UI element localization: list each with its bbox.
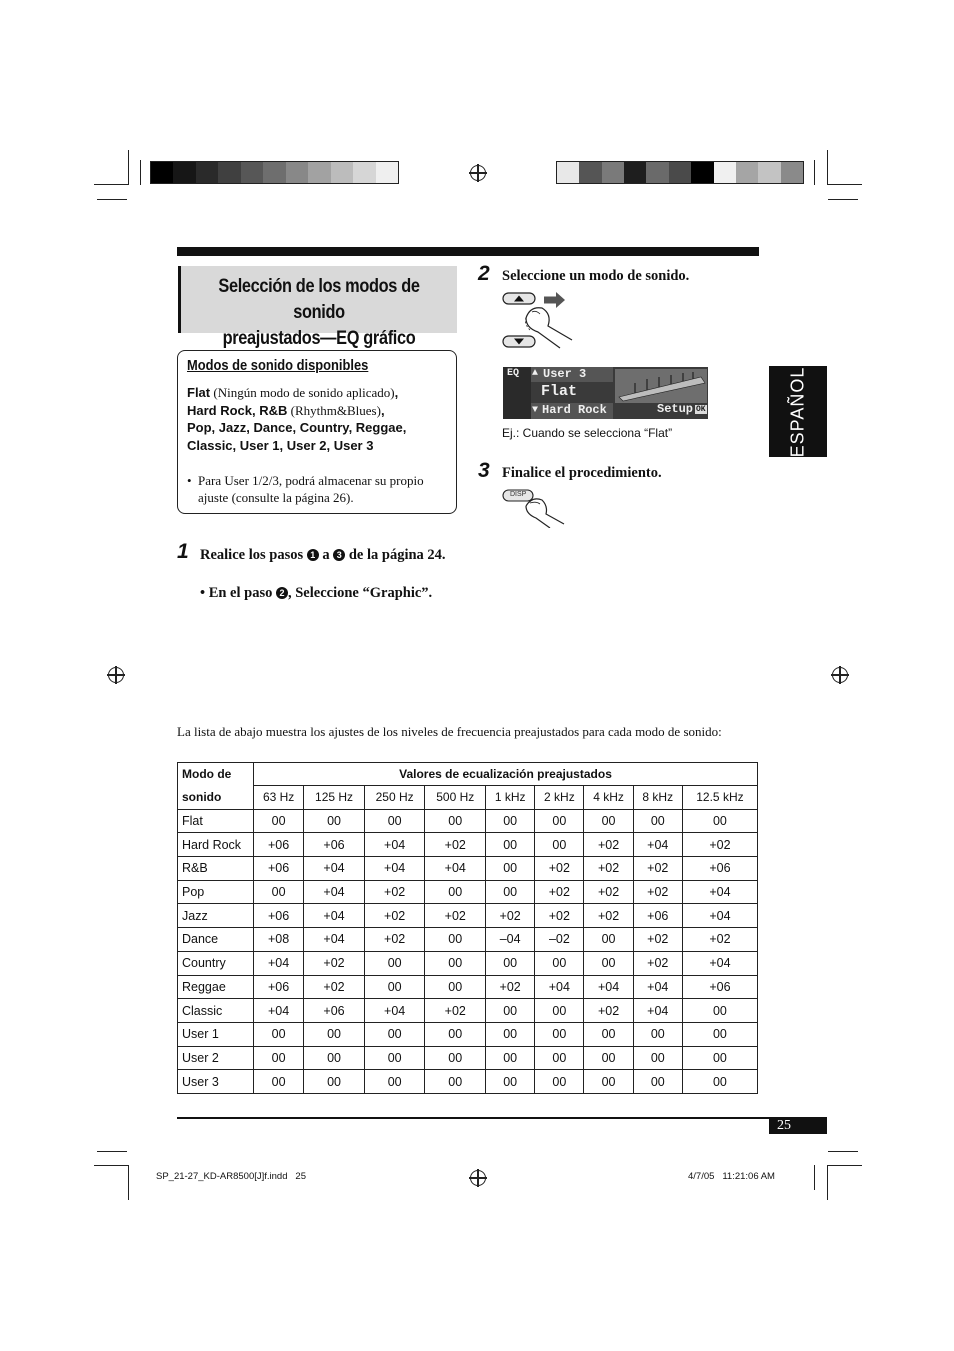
row-mode: Pop — [178, 880, 254, 904]
color-swatch — [353, 162, 375, 183]
registration-mark-icon — [108, 667, 124, 683]
eq-value-cell: 00 — [633, 1022, 682, 1046]
color-swatch — [714, 162, 736, 183]
display-setup: Setup — [657, 402, 694, 416]
page-number: 25 — [769, 1117, 827, 1134]
eq-value-cell: 00 — [535, 1046, 584, 1070]
eq-value-cell: 00 — [364, 951, 425, 975]
registration-mark-icon — [470, 1170, 486, 1186]
header-values: Valores de ecualización preajustados — [254, 763, 758, 786]
display-ok: OK — [696, 405, 706, 414]
eq-value-cell: 00 — [364, 1070, 425, 1094]
header-rule — [177, 247, 759, 256]
eq-value-cell: +04 — [364, 857, 425, 881]
language-tab — [769, 366, 827, 457]
eq-value-cell: 00 — [425, 928, 486, 952]
color-bar-left — [150, 161, 399, 184]
table-row — [178, 1070, 758, 1094]
freq-header: 4 kHz — [584, 786, 633, 810]
eq-value-cell: +02 — [584, 880, 633, 904]
step-ref-icon: 3 — [333, 549, 345, 561]
eq-value-cell: 00 — [254, 1022, 304, 1046]
user-note-text: Para User 1/2/3, podrá almacenar su propio ajuste (consulte la página 26). — [198, 473, 424, 505]
eq-value-cell: 00 — [535, 809, 584, 833]
eq-value-cell: 00 — [535, 833, 584, 857]
eq-value-cell: 00 — [425, 880, 486, 904]
eq-value-cell: 00 — [364, 1022, 425, 1046]
mode-hardrock-rb: Hard Rock, R&B — [187, 402, 288, 418]
eq-value-cell: 00 — [584, 928, 633, 952]
eq-value-cell: 00 — [425, 809, 486, 833]
color-swatch — [646, 162, 668, 183]
color-swatch — [286, 162, 308, 183]
eq-value-cell: +02 — [425, 999, 486, 1023]
eq-value-cell: 00 — [486, 809, 535, 833]
eq-value-cell: 00 — [682, 809, 757, 833]
crop-mark — [97, 1151, 127, 1152]
crop-mark — [128, 1165, 129, 1200]
eq-value-cell: 00 — [425, 1070, 486, 1094]
row-mode: User 3 — [178, 1070, 254, 1094]
step-2-text: Seleccione un modo de sonido. — [502, 268, 690, 284]
eq-value-cell: 00 — [486, 1046, 535, 1070]
row-mode: Hard Rock — [178, 833, 254, 857]
crop-mark — [128, 150, 129, 185]
crop-mark — [140, 160, 141, 185]
table-row — [178, 928, 758, 952]
eq-value-cell: 00 — [364, 975, 425, 999]
freq-header: 250 Hz — [364, 786, 425, 810]
eq-value-cell: 00 — [304, 1022, 365, 1046]
crop-mark — [828, 199, 858, 200]
color-swatch — [376, 162, 398, 183]
title-line-2: preajustados—EQ gráfico — [222, 328, 416, 349]
freq-header: 1 kHz — [486, 786, 535, 810]
eq-value-cell: 00 — [682, 999, 757, 1023]
eq-value-cell: 00 — [584, 1070, 633, 1094]
freq-header: 63 Hz — [254, 786, 304, 810]
step-ref-icon: 1 — [307, 549, 319, 561]
eq-value-cell: 00 — [535, 951, 584, 975]
color-swatch — [691, 162, 713, 183]
eq-value-cell: 00 — [254, 1070, 304, 1094]
eq-value-cell: +06 — [254, 904, 304, 928]
eq-graphic-icon — [615, 369, 707, 403]
eq-value-cell: 00 — [584, 1046, 633, 1070]
step-1-bullet — [200, 585, 432, 602]
eq-value-cell: 00 — [486, 880, 535, 904]
eq-value-cell: +04 — [633, 975, 682, 999]
color-swatch — [196, 162, 218, 183]
eq-value-cell: +04 — [304, 928, 365, 952]
display-user3: User 3 — [543, 367, 587, 381]
title-line-1: Selección de los modos de sonido — [218, 276, 420, 323]
crop-mark — [97, 199, 127, 200]
eq-value-cell: +02 — [364, 880, 425, 904]
display-hardrock: Hard Rock — [542, 403, 607, 417]
eq-value-cell: +02 — [682, 928, 757, 952]
eq-value-cell: +04 — [682, 880, 757, 904]
eq-value-cell: +02 — [633, 951, 682, 975]
eq-value-cell: 00 — [254, 1046, 304, 1070]
mode-flat-note: (Ningún modo de sonido aplicado) — [213, 385, 395, 400]
page-title — [200, 266, 437, 352]
eq-value-cell: +04 — [304, 880, 365, 904]
color-swatch — [308, 162, 330, 183]
eq-value-cell: –02 — [535, 928, 584, 952]
step-1-bullet-a: • En el paso — [200, 585, 273, 601]
eq-value-cell: 00 — [254, 809, 304, 833]
up-arrow-icon: ▲ — [532, 368, 539, 379]
eq-value-cell: +02 — [425, 904, 486, 928]
color-swatch — [263, 162, 285, 183]
eq-value-cell: +02 — [584, 999, 633, 1023]
step-1-text — [200, 546, 462, 565]
eq-value-cell: +02 — [633, 928, 682, 952]
eq-value-cell: +04 — [254, 999, 304, 1023]
step-1-bullet-b: , Seleccione “Graphic”. — [287, 585, 433, 601]
color-swatch — [781, 162, 803, 183]
crop-mark — [828, 1165, 862, 1166]
eq-value-cell: 00 — [304, 809, 365, 833]
color-swatch — [624, 162, 646, 183]
eq-value-cell: 00 — [486, 857, 535, 881]
eq-value-cell: 00 — [535, 1070, 584, 1094]
crop-mark — [827, 1165, 828, 1200]
row-mode: Classic — [178, 999, 254, 1023]
eq-value-cell: +02 — [304, 951, 365, 975]
row-mode: Dance — [178, 928, 254, 952]
table-row — [178, 857, 758, 881]
eq-value-cell: 00 — [682, 1022, 757, 1046]
footer-file-info: SP_21-27_KD-AR8500[J]f.indd 25 — [156, 1171, 306, 1182]
table-row — [178, 975, 758, 999]
disp-button-label: DISP — [510, 491, 527, 498]
display-flat: Flat — [541, 383, 578, 400]
eq-value-cell: +02 — [425, 833, 486, 857]
eq-value-cell: +02 — [486, 904, 535, 928]
step-2-number: 2 — [478, 262, 490, 285]
user-note: • Para User 1/2/3, podrá almacenar su propio ajuste (consulte la página 26). — [187, 472, 452, 506]
crop-mark — [94, 1165, 128, 1166]
eq-value-cell: +02 — [633, 857, 682, 881]
eq-value-cell: 00 — [535, 999, 584, 1023]
footer-rule — [177, 1117, 827, 1119]
eq-value-cell: +06 — [254, 857, 304, 881]
available-modes-list: Flat (Ningún modo de sonido aplicado), Hard Rock, R&B (Rhythm&Blues), Pop, Jazz, Dance, Country, Reggae, Classic, User 1, User 2, User 3 — [187, 385, 407, 453]
color-swatch — [557, 162, 579, 183]
eq-value-cell: +02 — [486, 975, 535, 999]
eq-value-cell: +02 — [535, 857, 584, 881]
color-bar-right — [556, 161, 804, 184]
eq-value-cell: 00 — [633, 809, 682, 833]
step-1-text-c: de la página 24. — [348, 547, 446, 563]
header-mode-2: sonido — [178, 786, 254, 810]
table-intro: La lista de abajo muestra los ajustes de los niveles de frecuencia preajustados para cada modo de sonido: — [177, 724, 722, 739]
header-mode: Modo de — [178, 763, 254, 786]
eq-value-cell: 00 — [254, 880, 304, 904]
mode-flat: Flat — [187, 385, 211, 400]
eq-value-cell: 00 — [682, 1070, 757, 1094]
eq-value-cell: +06 — [633, 904, 682, 928]
color-swatch — [602, 162, 624, 183]
language-tab-label: ESPAÑOL — [787, 366, 808, 458]
footer-timestamp: 4/7/05 11:21:06 AM — [688, 1171, 775, 1182]
color-swatch — [331, 162, 353, 183]
row-mode: User 2 — [178, 1046, 254, 1070]
eq-value-cell: +06 — [304, 999, 365, 1023]
eq-value-cell: 00 — [364, 1046, 425, 1070]
eq-value-cell: 00 — [682, 1046, 757, 1070]
table-row — [178, 809, 758, 833]
step-ref-icon: 2 — [276, 587, 288, 599]
row-mode: User 1 — [178, 1022, 254, 1046]
eq-value-cell: +04 — [535, 975, 584, 999]
step-1-number: 1 — [177, 540, 189, 563]
table-row — [178, 1046, 758, 1070]
eq-value-cell: 00 — [304, 1070, 365, 1094]
eq-value-cell: +02 — [304, 975, 365, 999]
eq-display — [503, 367, 708, 419]
eq-value-cell: –04 — [486, 928, 535, 952]
eq-value-cell: +08 — [254, 928, 304, 952]
eq-value-cell: +04 — [304, 904, 365, 928]
color-swatch — [579, 162, 601, 183]
section-title-box — [178, 266, 457, 349]
eq-value-cell: 00 — [425, 1046, 486, 1070]
eq-value-cell: +02 — [364, 928, 425, 952]
eq-value-cell: +04 — [682, 904, 757, 928]
step-3-number: 3 — [478, 459, 490, 482]
eq-value-cell: +02 — [535, 904, 584, 928]
step-3-text: Finalice el procedimiento. — [502, 465, 662, 481]
color-swatch — [218, 162, 240, 183]
crop-mark — [827, 150, 828, 185]
eq-value-cell: +04 — [364, 833, 425, 857]
up-down-buttons-illustration — [500, 290, 580, 350]
step-1-text-a: Realice los pasos — [200, 547, 304, 563]
eq-value-cell: +02 — [682, 833, 757, 857]
freq-header: 8 kHz — [633, 786, 682, 810]
eq-value-cell: 00 — [486, 1070, 535, 1094]
eq-value-cell: 00 — [584, 809, 633, 833]
eq-value-cell: +02 — [584, 833, 633, 857]
eq-value-cell: 00 — [425, 975, 486, 999]
table-row — [178, 951, 758, 975]
eq-value-cell: +02 — [584, 857, 633, 881]
color-swatch — [173, 162, 195, 183]
eq-value-cell: +06 — [304, 833, 365, 857]
step-1-text-b: a — [322, 547, 330, 563]
table-header-row — [178, 763, 758, 786]
crop-mark — [814, 160, 815, 185]
eq-value-cell: +02 — [364, 904, 425, 928]
table-freq-row — [178, 786, 758, 810]
eq-value-cell: +06 — [682, 975, 757, 999]
eq-value-cell: +04 — [364, 999, 425, 1023]
mode-rb-note: (Rhythm&Blues) — [290, 402, 381, 418]
eq-value-cell: 00 — [486, 1022, 535, 1046]
eq-value-cell: +06 — [254, 975, 304, 999]
eq-value-cell: 00 — [584, 951, 633, 975]
eq-value-cell: +04 — [304, 857, 365, 881]
freq-header: 125 Hz — [304, 786, 365, 810]
table-row — [178, 904, 758, 928]
eq-value-cell: 00 — [535, 1022, 584, 1046]
mode-list-line-2: Classic, User 1, User 2, User 3 — [187, 437, 374, 453]
color-swatch — [669, 162, 691, 183]
eq-preset-table — [177, 762, 758, 1094]
color-swatch — [736, 162, 758, 183]
crop-mark — [94, 184, 128, 185]
eq-value-cell: +04 — [633, 833, 682, 857]
row-mode: R&B — [178, 857, 254, 881]
table-row — [178, 1022, 758, 1046]
eq-value-cell: 00 — [633, 1046, 682, 1070]
eq-value-cell: +02 — [633, 880, 682, 904]
eq-value-cell: +06 — [254, 833, 304, 857]
freq-header: 12.5 kHz — [682, 786, 757, 810]
mode-list-line-1: Pop, Jazz, Dance, Country, Reggae, — [187, 420, 407, 435]
eq-value-cell: +06 — [682, 857, 757, 881]
eq-value-cell: +04 — [254, 951, 304, 975]
eq-value-cell: 00 — [486, 951, 535, 975]
display-eq-label: EQ — [507, 368, 520, 379]
freq-header: 2 kHz — [535, 786, 584, 810]
eq-value-cell: 00 — [425, 951, 486, 975]
eq-value-cell: 00 — [425, 1022, 486, 1046]
color-swatch — [758, 162, 780, 183]
down-arrow-icon: ▼ — [532, 405, 539, 416]
freq-header: 500 Hz — [425, 786, 486, 810]
table-row — [178, 833, 758, 857]
registration-mark-icon — [832, 667, 848, 683]
eq-value-cell: 00 — [364, 809, 425, 833]
registration-mark-icon — [470, 165, 486, 181]
crop-mark — [828, 1151, 858, 1152]
row-mode: Flat — [178, 809, 254, 833]
eq-value-cell: +04 — [682, 951, 757, 975]
row-mode: Reggae — [178, 975, 254, 999]
color-swatch — [151, 162, 173, 183]
eq-value-cell: 00 — [633, 1070, 682, 1094]
color-swatch — [241, 162, 263, 183]
table-row — [178, 880, 758, 904]
available-modes-title: Modos de sonido disponibles — [187, 357, 369, 374]
eq-value-cell: +04 — [584, 975, 633, 999]
eq-value-cell: 00 — [584, 1022, 633, 1046]
table-row — [178, 999, 758, 1023]
row-mode: Jazz — [178, 904, 254, 928]
eq-value-cell: +04 — [425, 857, 486, 881]
eq-value-cell: 00 — [304, 1046, 365, 1070]
eq-value-cell: 00 — [486, 833, 535, 857]
eq-value-cell: 00 — [486, 999, 535, 1023]
eq-value-cell: +02 — [584, 904, 633, 928]
crop-mark — [814, 1165, 815, 1190]
eq-value-cell: +02 — [535, 880, 584, 904]
row-mode: Country — [178, 951, 254, 975]
eq-value-cell: +04 — [633, 999, 682, 1023]
display-caption: Ej.: Cuando se selecciona “Flat” — [502, 426, 673, 440]
crop-mark — [828, 184, 862, 185]
